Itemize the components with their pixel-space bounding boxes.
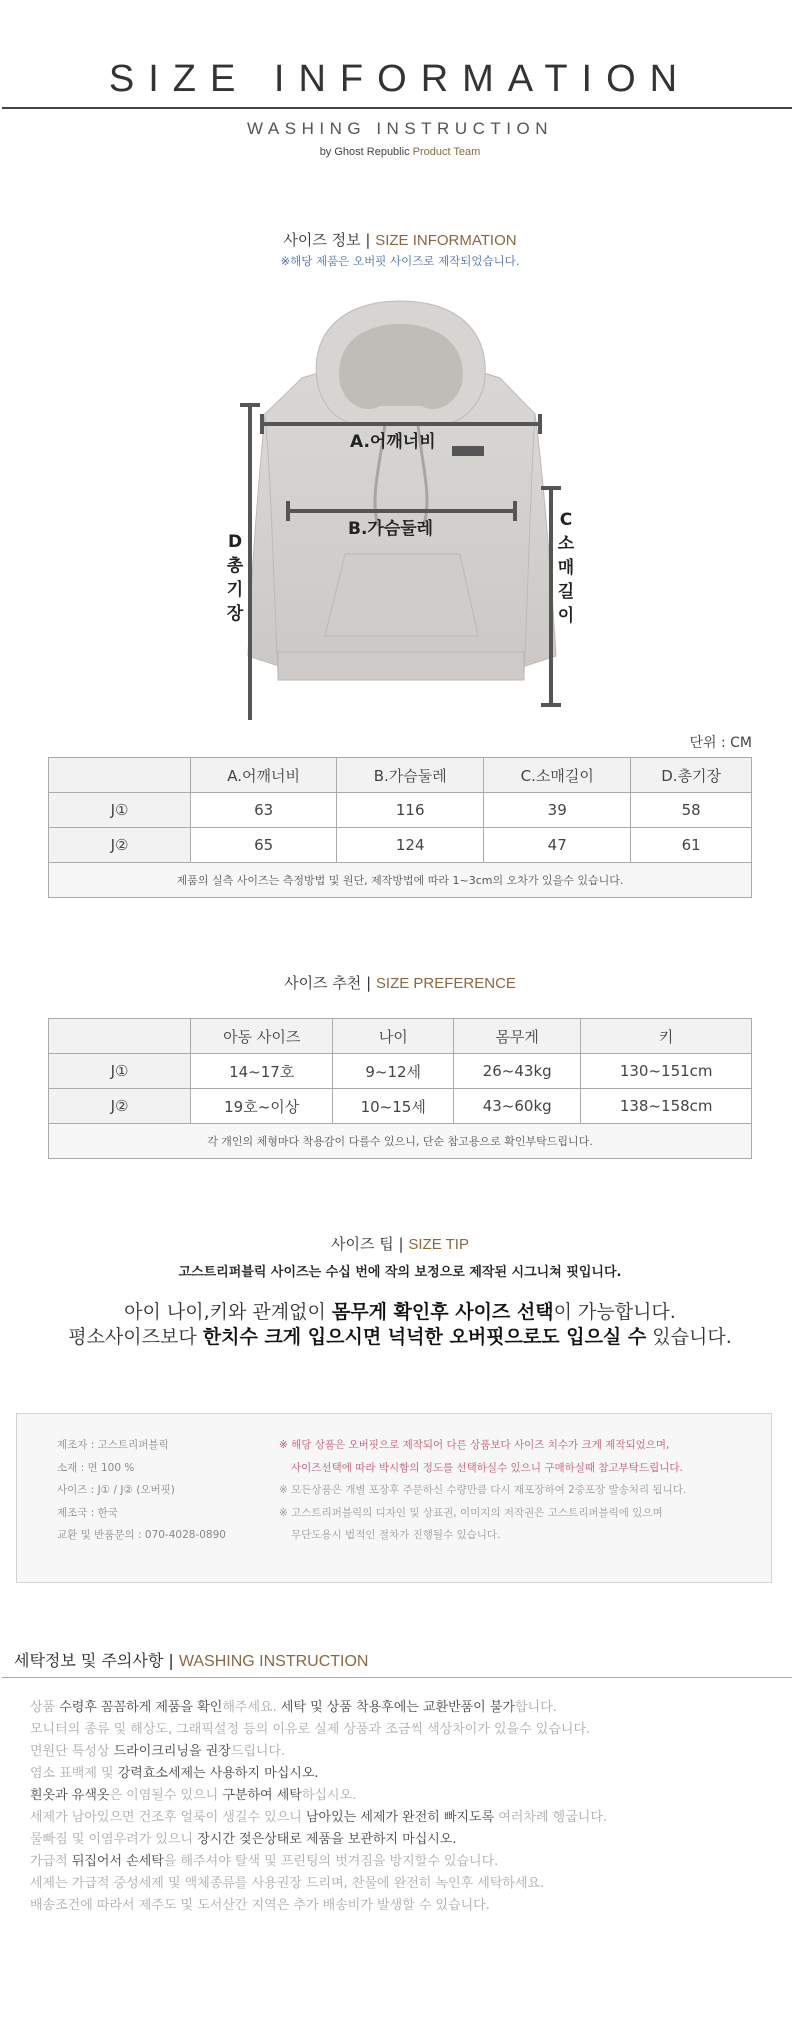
size-info-heading-ko: 사이즈 정보 | bbox=[283, 231, 376, 249]
page-subtitle: WASHING INSTRUCTION bbox=[247, 119, 553, 138]
text-light: 을 해주셔야 탈색 및 프린팅의 벗겨짐을 방지할수 있습니다. bbox=[163, 1854, 499, 1869]
size-info-note: ※해당 제품은 오버핏 사이즈로 제작되었습니다. bbox=[280, 254, 520, 268]
table-row-label: J② bbox=[49, 828, 191, 863]
table-cell: 130~151cm bbox=[581, 1054, 752, 1089]
table-header-cell: 아동 사이즈 bbox=[191, 1019, 333, 1054]
list-item bbox=[30, 1895, 607, 1917]
notice-overfit: ※ 해당 상품은 오버핏으로 제작되어 다른 상품보다 사이즈 치수가 크게 제작되었으며, bbox=[279, 1439, 670, 1451]
text-light: 모니터의 종류 및 해상도, 그래픽설정 등의 이유로 실제 상품과 조금씩 색상차이가 있을수 있습니다. bbox=[30, 1722, 591, 1737]
table-footnote-row bbox=[49, 863, 752, 898]
text-light: 세제가 남아있으면 건조후 얼룩이 생길수 있으니 bbox=[30, 1810, 306, 1825]
size-tip-heading-en: SIZE TIP bbox=[408, 1236, 469, 1253]
table-header-cell bbox=[49, 1019, 191, 1054]
spec-contact: 교환 및 반품문의 : 070-4028-0890 bbox=[57, 1529, 226, 1541]
size-tip-line2 bbox=[0, 1297, 800, 1324]
label-sleeve: C 소 매 길 이 bbox=[557, 510, 575, 626]
size-tip-line2b: 몸무게 확인후 사이즈 선택 bbox=[331, 1301, 554, 1323]
text-strong: 강력효소세제는 사용하지 마십시오. bbox=[117, 1766, 319, 1781]
table-header-row bbox=[49, 1019, 752, 1054]
table-cell: 124 bbox=[337, 828, 484, 863]
notice-copyright-cont: 무단도용시 법적인 절차가 진행될수 있습니다. bbox=[291, 1529, 501, 1541]
text-light: 배송조건에 따라서 제주도 및 도서산간 지역은 추가 배송비가 발생할 수 있습니다. bbox=[30, 1898, 490, 1913]
product-info-box bbox=[16, 1413, 772, 1583]
text-light: 면원단 특성상 bbox=[30, 1744, 114, 1759]
text-light: 물빠짐 및 이염우려가 있으니 bbox=[30, 1832, 198, 1847]
text-strong: 수령후 꼼꼼하게 제품을 확인 bbox=[59, 1700, 223, 1715]
text-strong: 뒤집어서 손세탁 bbox=[71, 1854, 164, 1869]
table-cell: 26~43kg bbox=[454, 1054, 581, 1089]
text-light: 여러차례 헹굽니다. bbox=[494, 1810, 608, 1825]
spec-country: 제조국 : 한국 bbox=[57, 1506, 118, 1519]
table-header-row bbox=[49, 758, 752, 793]
table-footnote: 제품의 실측 사이즈는 측정방법 및 원단, 제작방법에 따라 1~3cm의 오차가 있을수 있습니다. bbox=[49, 863, 752, 898]
washing-list bbox=[30, 1697, 607, 1917]
product-notice-list bbox=[279, 1434, 686, 1547]
washing-heading-ko: 세탁정보 및 주의사항 | bbox=[14, 1651, 179, 1670]
product-spec-list bbox=[57, 1434, 226, 1547]
list-item bbox=[30, 1741, 607, 1763]
text-light: 상품 bbox=[30, 1700, 60, 1715]
size-pref-heading-en: SIZE PREFERENCE bbox=[375, 975, 516, 992]
table-cell: 116 bbox=[337, 793, 484, 828]
text-light: 세제는 가급적 중성세제 및 액체종류를 사용권장 드리며, 찬물에 완전히 녹인후 세탁하세요. bbox=[30, 1876, 545, 1891]
text-strong: 남아있는 세제가 완전히 빠지도록 bbox=[305, 1810, 495, 1825]
label-chest: B.가슴둘레 bbox=[348, 519, 434, 539]
table-cell: 39 bbox=[484, 793, 631, 828]
list-item bbox=[30, 1785, 607, 1807]
notice-overfit-cont: 사이즈선택에 따라 박시함의 정도를 선택하실수 있으니 구매하실때 참고부탁드립니다. bbox=[291, 1461, 683, 1474]
table-row bbox=[49, 1089, 752, 1124]
table-cell: 19호~이상 bbox=[191, 1089, 333, 1124]
text-light: 하십시오. bbox=[301, 1788, 357, 1803]
text-light: 해주세요. bbox=[222, 1700, 281, 1715]
table-header-cell: 나이 bbox=[333, 1019, 454, 1054]
table-header-cell: D.총기장 bbox=[631, 758, 752, 793]
size-tip-line3a: 평소사이즈보다 bbox=[68, 1326, 203, 1348]
washing-heading-en: WASHING INSTRUCTION bbox=[178, 1653, 369, 1670]
text-strong: 장시간 젖은상태로 제품을 보관하지 마십시오. bbox=[197, 1832, 457, 1847]
size-tip-line3 bbox=[0, 1322, 800, 1349]
size-table bbox=[48, 757, 752, 898]
text-light: 가급적 bbox=[30, 1854, 72, 1869]
size-pref-heading bbox=[0, 972, 800, 993]
text-strong: 세탁 및 상품 착용후에는 교환반품이 불가 bbox=[280, 1700, 515, 1715]
size-info-heading-en: SIZE INFORMATION bbox=[375, 232, 517, 249]
text-light: 드립니다. bbox=[230, 1744, 286, 1759]
list-item bbox=[30, 1719, 607, 1741]
byline-prefix: by Ghost Republic bbox=[319, 146, 413, 158]
size-tip-heading bbox=[0, 1233, 800, 1254]
table-header-cell: A.어깨너비 bbox=[191, 758, 337, 793]
text-strong: 구분하여 세탁 bbox=[222, 1788, 302, 1803]
unit-label: 단위 : CM bbox=[689, 735, 752, 751]
list-item bbox=[30, 1851, 607, 1873]
size-pref-heading-ko: 사이즈 추천 | bbox=[284, 974, 376, 992]
list-item bbox=[30, 1697, 607, 1719]
table-cell: 9~12세 bbox=[333, 1054, 454, 1089]
table-cell: 43~60kg bbox=[454, 1089, 581, 1124]
spec-size: 사이즈 : J① / J② (오버핏) bbox=[57, 1484, 175, 1496]
table-header-cell: 몸무게 bbox=[454, 1019, 581, 1054]
table-row bbox=[49, 793, 752, 828]
table-cell: 10~15세 bbox=[333, 1089, 454, 1124]
size-tip-line3c: 있습니다. bbox=[646, 1326, 732, 1348]
table-header-cell: C.소매길이 bbox=[484, 758, 631, 793]
text-light: 은 이염될수 있으니 bbox=[109, 1788, 223, 1803]
table-cell: 61 bbox=[631, 828, 752, 863]
list-item bbox=[30, 1807, 607, 1829]
table-footnote-row bbox=[49, 1124, 752, 1159]
size-tip-line2c: 이 가능합니다. bbox=[553, 1301, 676, 1323]
label-length: D 총 기 장 bbox=[226, 532, 244, 624]
notice-copyright: ※ 고스트리퍼블릭의 디자인 및 상표권, 이미지의 저작권은 고스트리퍼블릭에 있으며 bbox=[279, 1506, 663, 1519]
spec-material: 소재 : 면 100 % bbox=[57, 1461, 135, 1474]
size-tip-heading-ko: 사이즈 팁 | bbox=[331, 1235, 409, 1253]
text-light: 염소 표백제 및 bbox=[30, 1766, 118, 1781]
table-cell: 47 bbox=[484, 828, 631, 863]
size-tip-line2a: 아이 나이,키와 관계없이 bbox=[124, 1301, 332, 1323]
page-title: SIZE INFORMATION bbox=[108, 58, 692, 100]
washing-divider bbox=[2, 1677, 792, 1678]
measurement-lines bbox=[0, 0, 800, 720]
notice-packing: ※ 모든상품은 개별 포장후 주문하신 수량만큼 다시 재포장하여 2중포장 발송처리 됩니다. bbox=[279, 1484, 687, 1496]
size-tip-line3b: 한치수 크게 입으시면 넉넉한 오버핏으로도 입으실 수 bbox=[202, 1326, 647, 1348]
table-header-cell: B.가슴둘레 bbox=[337, 758, 484, 793]
table-cell: 14~17호 bbox=[191, 1054, 333, 1089]
table-cell: 63 bbox=[191, 793, 337, 828]
table-row-label: J② bbox=[49, 1089, 191, 1124]
table-row-label: J① bbox=[49, 793, 191, 828]
text-strong: 드라이크리닝을 권장 bbox=[113, 1744, 231, 1759]
table-row bbox=[49, 1054, 752, 1089]
list-item bbox=[30, 1829, 607, 1851]
table-row-label: J① bbox=[49, 1054, 191, 1089]
label-shoulder: A.어깨너비 bbox=[350, 432, 436, 452]
table-cell: 58 bbox=[631, 793, 752, 828]
washing-heading bbox=[14, 1648, 368, 1671]
spec-maker: 제조자 : 고스트리퍼블릭 bbox=[57, 1439, 169, 1451]
table-row bbox=[49, 828, 752, 863]
byline-accent: Product Team bbox=[412, 146, 481, 158]
size-tip-line1: 고스트리퍼블릭 사이즈는 수십 번에 작의 보정으로 제작된 시그니쳐 핏입니다. bbox=[178, 1265, 622, 1280]
table-header-cell bbox=[49, 758, 191, 793]
table-cell: 65 bbox=[191, 828, 337, 863]
list-item bbox=[30, 1873, 607, 1895]
text-light: 합니다. bbox=[515, 1700, 557, 1715]
table-cell: 138~158cm bbox=[581, 1089, 752, 1124]
table-footnote: 각 개인의 체형마다 착용감이 다를수 있으니, 단순 참고용으로 확인부탁드립니다. bbox=[49, 1124, 752, 1159]
table-header-cell: 키 bbox=[581, 1019, 752, 1054]
list-item bbox=[30, 1763, 607, 1785]
size-pref-table bbox=[48, 1018, 752, 1159]
text-strong: 흰옷과 유색옷 bbox=[30, 1788, 110, 1803]
